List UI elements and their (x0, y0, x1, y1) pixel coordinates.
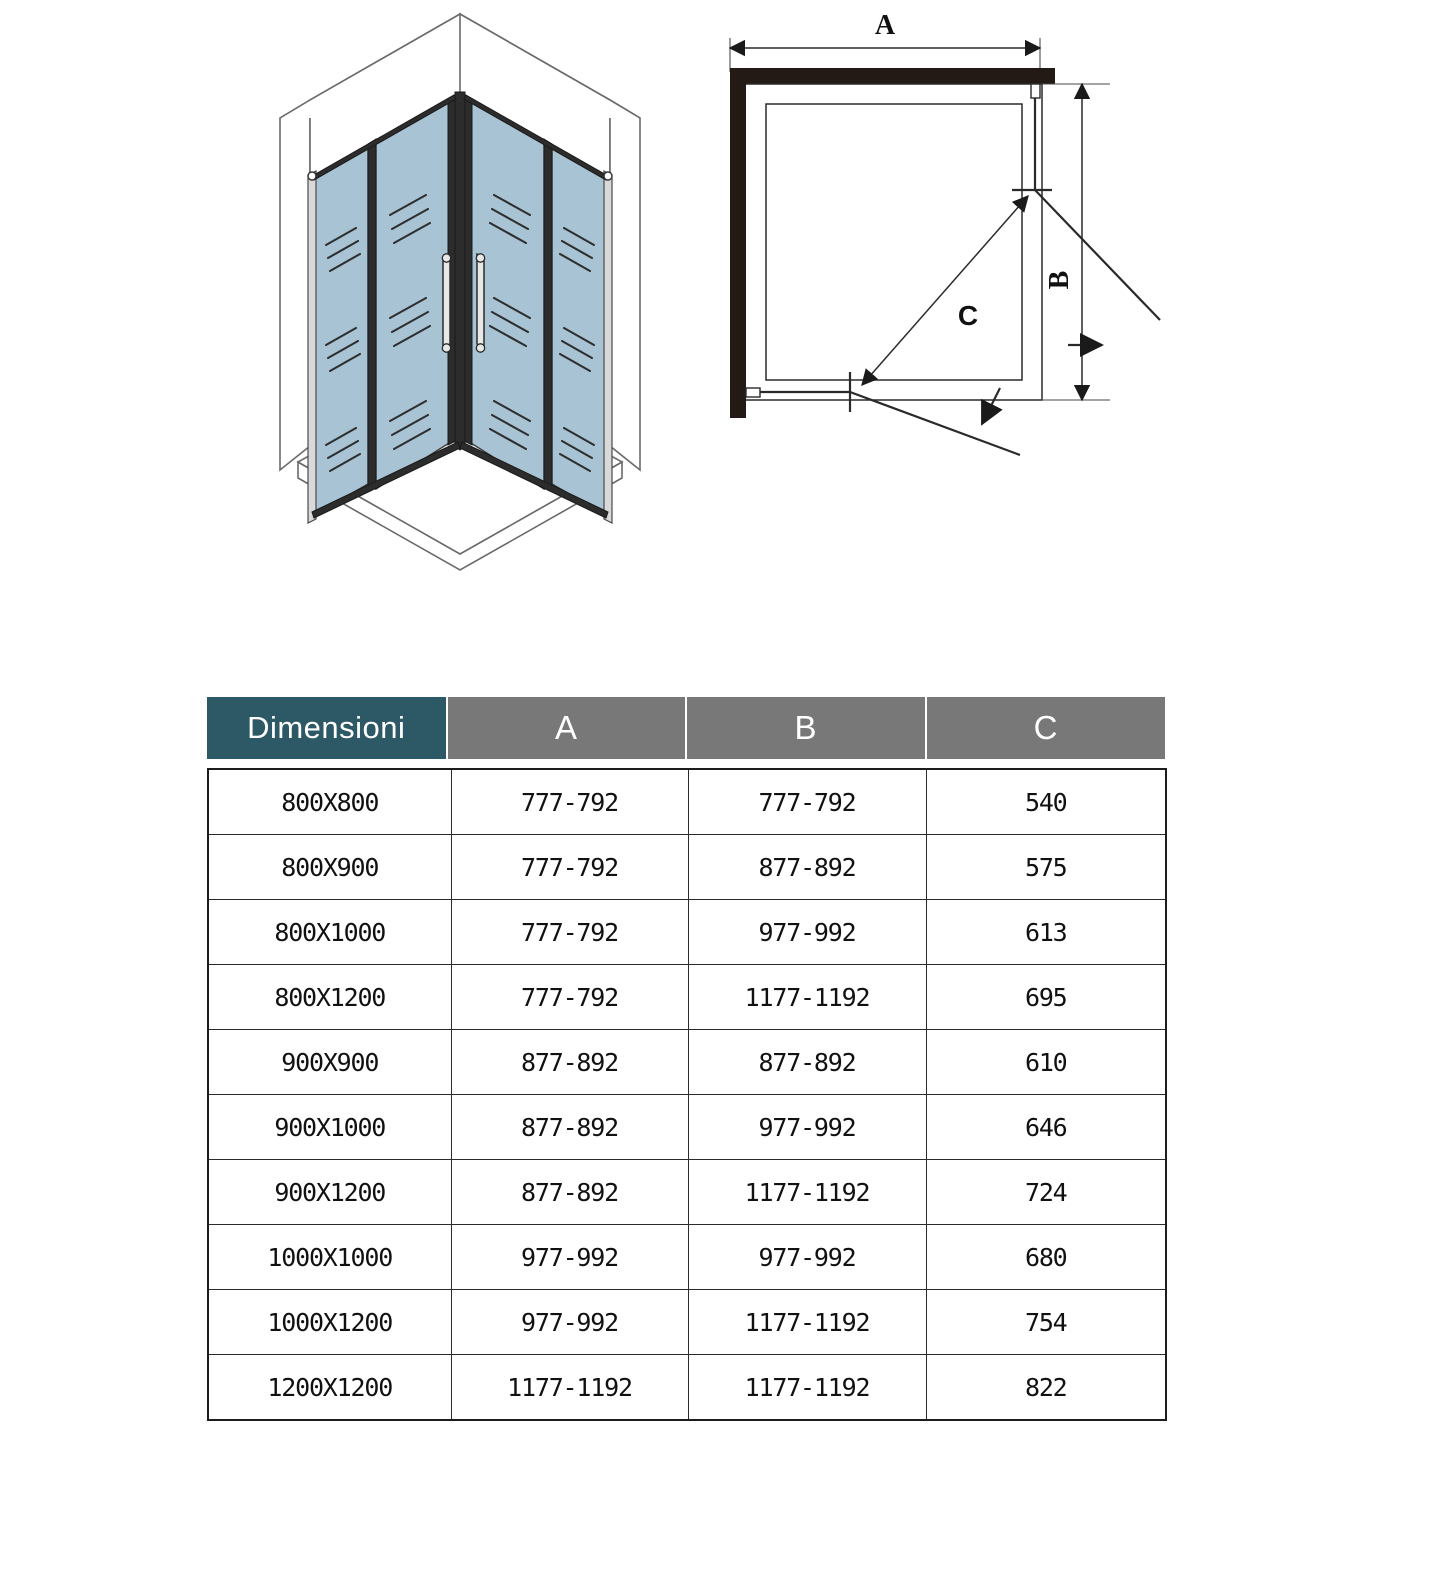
cell-a: 777-792 (451, 835, 688, 900)
column-header-b: B (686, 697, 926, 759)
rail-left-outer (308, 171, 316, 523)
cell-dimensioni: 900X1200 (208, 1160, 451, 1225)
dimension-b-label: B (1044, 270, 1075, 290)
cell-c: 724 (926, 1160, 1166, 1225)
top-cap-right (604, 172, 612, 180)
enclosure-footprint (746, 84, 1042, 400)
table-row (208, 1225, 1166, 1290)
table-row (208, 1355, 1166, 1421)
diagram-area (0, 0, 1445, 670)
cell-b: 1177-1192 (688, 965, 926, 1030)
cell-c: 575 (926, 835, 1166, 900)
dimension-b (1042, 84, 1110, 400)
table-row (208, 1030, 1166, 1095)
cell-a: 777-792 (451, 965, 688, 1030)
cell-c: 646 (926, 1095, 1166, 1160)
dimension-c (862, 196, 1028, 385)
panel-bottom-fixed (746, 372, 850, 412)
cell-a: 877-892 (451, 1095, 688, 1160)
cell-c: 613 (926, 900, 1166, 965)
plan-dimension-drawing (690, 0, 1230, 640)
cell-a: 877-892 (451, 1160, 688, 1225)
cell-a: 777-792 (451, 769, 688, 835)
cell-dimensioni: 800X900 (208, 835, 451, 900)
cell-dimensioni: 800X1200 (208, 965, 451, 1030)
table-header-row (207, 697, 1165, 759)
table-row (208, 900, 1166, 965)
rail-right-outer (604, 171, 612, 523)
cell-c: 822 (926, 1355, 1166, 1421)
cell-b: 977-992 (688, 1095, 926, 1160)
cell-dimensioni: 800X800 (208, 769, 451, 835)
rail-left-inner (368, 139, 376, 489)
table-row (208, 1095, 1166, 1160)
cell-dimensioni: 1000X1000 (208, 1225, 451, 1290)
table-row (208, 1160, 1166, 1225)
cell-a: 1177-1192 (451, 1355, 688, 1421)
table-row (208, 835, 1166, 900)
glass-panel-fixed-left (312, 145, 368, 516)
cell-a: 977-992 (451, 1225, 688, 1290)
cell-a: 877-892 (451, 1030, 688, 1095)
cell-a: 977-992 (451, 1290, 688, 1355)
cell-dimensioni: 1200X1200 (208, 1355, 451, 1421)
cell-dimensioni: 800X1000 (208, 900, 451, 965)
cell-c: 754 (926, 1290, 1166, 1355)
slide-direction-arrow-bottom (982, 388, 1000, 424)
cell-b: 1177-1192 (688, 1160, 926, 1225)
table-row (208, 769, 1166, 835)
wall-structure (730, 68, 1055, 418)
isometric-enclosure-illustration (250, 0, 670, 640)
dimensions-table-header (207, 697, 1165, 759)
top-cap-left (308, 172, 316, 180)
dimensions-table-body (208, 769, 1166, 1420)
cell-b: 777-792 (688, 769, 926, 835)
cell-b: 1177-1192 (688, 1290, 926, 1355)
dimension-a-label: A (874, 10, 896, 41)
column-header-c: C (926, 697, 1166, 759)
glass-panel-fixed-right (552, 145, 608, 516)
table-row (208, 965, 1166, 1030)
cell-dimensioni: 1000X1200 (208, 1290, 451, 1355)
cell-dimensioni: 900X1000 (208, 1095, 451, 1160)
rail-right-inner (544, 139, 552, 489)
cell-b: 977-992 (688, 1225, 926, 1290)
column-header-a: A (447, 697, 687, 759)
door-leaf-right-open (1035, 190, 1160, 320)
cell-c: 540 (926, 769, 1166, 835)
cell-b: 877-892 (688, 835, 926, 900)
panel-right-fixed (1012, 84, 1052, 190)
dimensions-table (207, 768, 1167, 1421)
table-row (208, 1290, 1166, 1355)
corner-post (455, 92, 465, 450)
dimension-c-label: C (957, 300, 979, 331)
door-handle-left[interactable] (442, 254, 450, 352)
cell-b: 1177-1192 (688, 1355, 926, 1421)
dimension-a (730, 10, 1040, 72)
cell-c: 680 (926, 1225, 1166, 1290)
door-handle-right[interactable] (476, 254, 484, 352)
column-header-dimensioni: Dimensioni (207, 697, 447, 759)
cell-b: 977-992 (688, 900, 926, 965)
dimensions-table-container (207, 697, 1165, 1421)
cell-dimensioni: 900X900 (208, 1030, 451, 1095)
cell-c: 695 (926, 965, 1166, 1030)
cell-c: 610 (926, 1030, 1166, 1095)
cell-b: 877-892 (688, 1030, 926, 1095)
cell-a: 777-792 (451, 900, 688, 965)
